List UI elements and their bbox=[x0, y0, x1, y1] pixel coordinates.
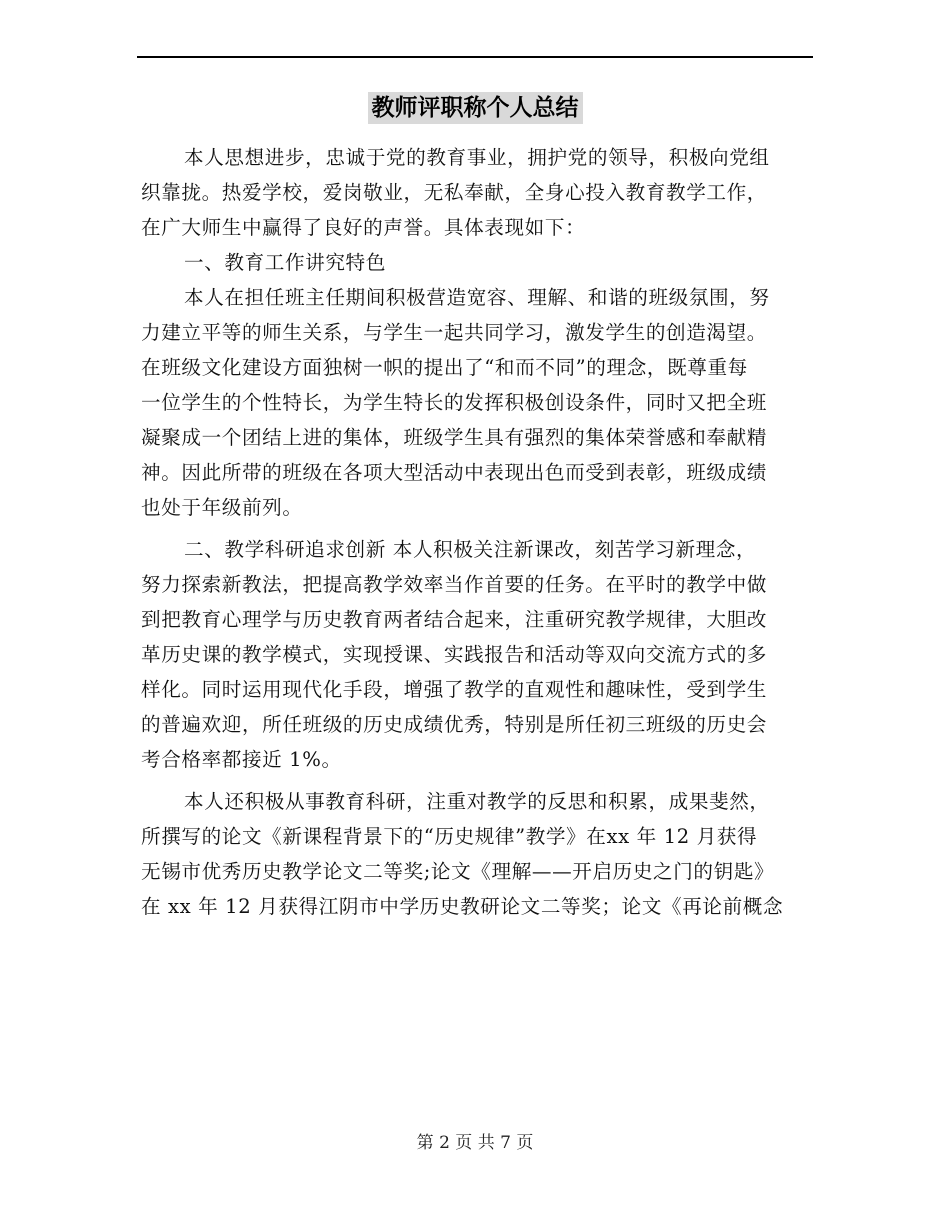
body-line: 凝聚成一个团结上进的集体，班级学生具有强烈的集体荣誉感和奉献精 bbox=[141, 426, 768, 449]
page-footer bbox=[0, 1131, 950, 1155]
body-line: 神。因此所带的班级在各项大型活动中表现出色而受到表彰，班级成绩 bbox=[141, 461, 768, 484]
body-line: 在广大师生中赢得了良好的声誉。具体表现如下： bbox=[141, 216, 586, 239]
body-line: 革历史课的教学模式，实现授课、实践报告和活动等双向交流方式的多 bbox=[141, 643, 768, 666]
document-title: 教师评职称个人总结 bbox=[368, 92, 583, 124]
body-line: 本人还积极从事教育科研，注重对教学的反思和积累，成果斐然， bbox=[184, 790, 770, 813]
document-body bbox=[141, 140, 817, 924]
body-line: 本人思想进步，忠诚于党的教育事业，拥护党的领导，积极向党组 bbox=[184, 146, 770, 169]
header-rule bbox=[137, 56, 813, 58]
body-line: 无锡市优秀历史教学论文二等奖;论文《理解——开启历史之门的钥匙》 bbox=[141, 860, 775, 883]
page-number: 第 2 页 共 7 页 bbox=[416, 1133, 534, 1153]
body-line: 所撰写的论文《新课程背景下的“历史规律”教学》在xx 年 12 月获得 bbox=[141, 825, 758, 848]
body-line: 努力探索新教法，把提高教学效率当作首要的任务。在平时的教学中做 bbox=[141, 573, 768, 596]
body-line: 的普遍欢迎，所任班级的历史成绩优秀，特别是所任初三班级的历史会 bbox=[141, 713, 768, 736]
body-line: 到把教育心理学与历史教育两者结合起来，注重研究教学规律，大胆改 bbox=[141, 608, 768, 631]
body-line: 本人在担任班主任期间积极营造宽容、理解、和谐的班级氛围，努 bbox=[184, 286, 770, 309]
section-heading: 二、教学科研追求创新 本人积极关注新课改，刻苦学习新理念， bbox=[184, 538, 757, 561]
body-line: 样化。同时运用现代化手段，增强了教学的直观性和趣味性，受到学生 bbox=[141, 678, 768, 701]
body-line: 力建立平等的师生关系，与学生一起共同学习，激发学生的创造渴望。 bbox=[141, 321, 768, 344]
body-line: 在班级文化建设方面独树一帜的提出了“和而不同”的理念，既尊重每 bbox=[141, 356, 748, 379]
body-line: 考合格率都接近 1%。 bbox=[141, 748, 342, 771]
title-container bbox=[0, 92, 950, 124]
body-line: 织靠拢。热爱学校，爱岗敬业，无私奉献，全身心投入教育教学工作， bbox=[141, 181, 768, 204]
section-heading: 一、教育工作讲究特色 bbox=[184, 251, 386, 274]
body-line: 也处于年级前列。 bbox=[141, 496, 303, 519]
body-line: 在 xx 年 12 月获得江阴市中学历史教研论文二等奖；论文《再论前概念 bbox=[141, 895, 784, 918]
body-line: 一位学生的个性特长，为学生特长的发挥积极创设条件，同时又把全班 bbox=[141, 391, 768, 414]
